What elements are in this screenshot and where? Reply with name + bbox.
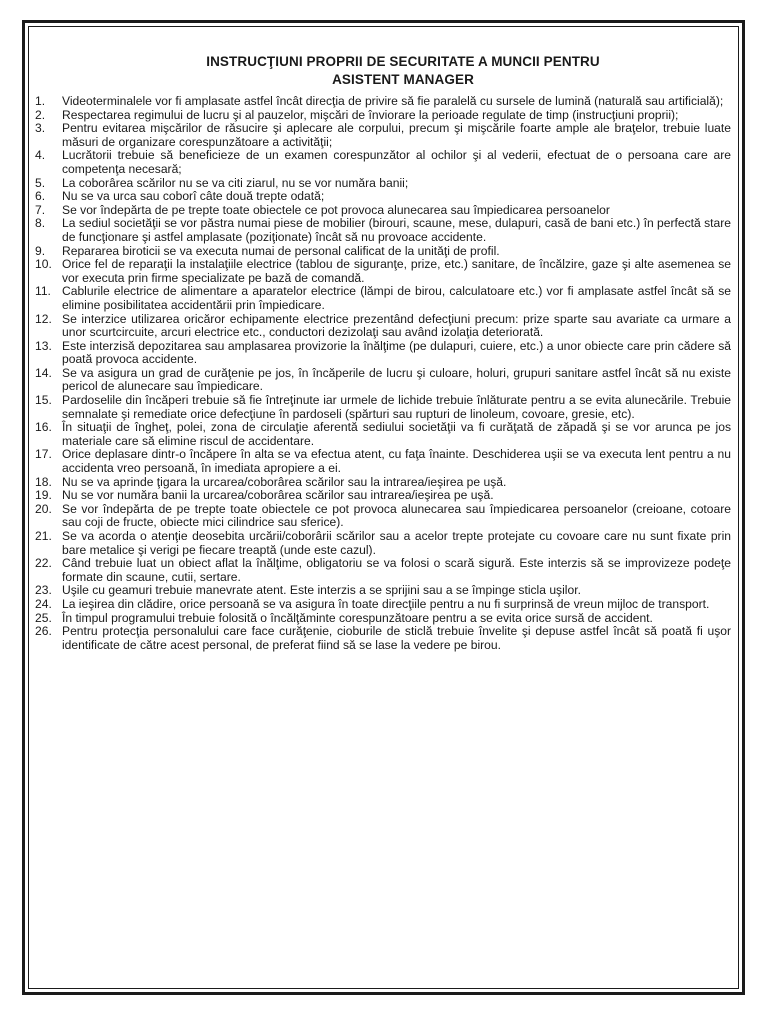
instruction-item (35, 612, 731, 626)
instruction-text: Uşile cu geamuri trebuie manevrate atent. Este interzis a se sprijini sau a se împinge sticla uşilor. (62, 583, 581, 598)
instruction-number: 17. (35, 447, 52, 462)
document-title-line-2: ASISTENT MANAGER (332, 72, 474, 87)
instruction-item (35, 313, 731, 340)
instruction-text: Respectarea regimului de lucru şi al pauzelor, mişcări de înviorare la perioade regulate de timp (instrucţiuni proprii); (62, 107, 679, 122)
instruction-number: 23. (35, 583, 52, 598)
instruction-item (35, 340, 731, 367)
instruction-number: 20. (35, 501, 52, 516)
instruction-number: 10. (35, 257, 52, 272)
instruction-number: 5. (35, 175, 46, 190)
instruction-text: La sediul societăţii se vor păstra numai piese de mobilier (birouri, scaune, mese, dulapuri, casă de bani etc.) în perfectă stare de funcţionare şi astfel amplasate (poziţionate) încât să nu provoace accidente. (62, 216, 731, 244)
instruction-number: 14. (35, 365, 52, 380)
instruction-text: La ieşirea din clădire, orice persoană se va asigura în toate direcţiile pentru a nu fi surprinsă de vreun mijloc de transport. (62, 596, 710, 611)
instruction-text: În timpul programului trebuie folosită o încălţăminte corespunzătoare pentru a se evita orice sursă de accident. (62, 610, 653, 625)
instruction-number: 4. (35, 148, 46, 163)
instruction-number: 13. (35, 338, 52, 353)
instruction-number: 8. (35, 216, 46, 231)
instruction-item (35, 448, 731, 475)
instruction-text: Nu se va urca sau coborî câte două trepte odată; (62, 189, 325, 204)
instruction-text: În situaţii de îngheţ, polei, zona de circulaţie aferentă sediului societăţii va fi curăţată de zăpadă şi se vor arunca pe jos materiale care să elimine riscul de accidentare. (62, 420, 731, 448)
instruction-item (35, 122, 731, 149)
instruction-item (35, 285, 731, 312)
instruction-item (35, 584, 731, 598)
instruction-number: 6. (35, 189, 46, 204)
instruction-number: 16. (35, 420, 52, 435)
instruction-item (35, 557, 731, 584)
instruction-item (35, 204, 731, 218)
instruction-text: Nu se vor număra banii la urcarea/coborârea scărilor sau intrarea/ieşirea pe uşă. (62, 488, 494, 503)
instruction-number: 3. (35, 121, 46, 136)
instruction-number: 22. (35, 556, 52, 571)
instruction-number: 18. (35, 474, 52, 489)
instruction-text: Nu se va aprinde ţigara la urcarea/coborârea scărilor sau la intrarea/ieşirea pe uşă. (62, 474, 507, 489)
instruction-number: 19. (35, 488, 52, 503)
instruction-number: 25. (35, 610, 52, 625)
instruction-item (35, 95, 731, 109)
instruction-text: Lucrătorii trebuie să beneficieze de un examen corespunzător al ochilor şi al vederii, efectuat de o persoana care are competenţa necesară; (62, 148, 731, 176)
instruction-item (35, 530, 731, 557)
instruction-text: Când trebuie luat un obiect aflat la înălţime, obligatoriu se va folosi o scară sigură. Este interzis să se improvizeze podeţe formate din scaune, cutii, sertare. (62, 556, 731, 584)
instruction-number: 11. (35, 284, 51, 299)
instruction-text: Orice deplasare dintr-o încăpere în alta se va efectua atent, cu faţa înainte. Deschiderea uşii se va executa lent pentru a nu accidenta vreo persoană, în imediata apropiere a ei. (62, 447, 731, 476)
instruction-text: La coborârea scărilor nu se va citi ziarul, nu se vor număra banii; (62, 175, 409, 190)
instruction-number: 1. (35, 94, 46, 108)
instruction-text: Se va asigura un grad de curăţenie pe jos, în încăperile de lucru şi culoare, holuri, grupuri sanitare astfel încât să nu existe pericol de alunecare sau împiedicare. (62, 365, 731, 394)
instruction-item (35, 245, 731, 259)
instruction-list (35, 95, 731, 652)
instruction-item (35, 598, 731, 612)
document-body (35, 53, 731, 652)
instruction-item (35, 367, 731, 394)
instruction-item (35, 258, 731, 285)
instruction-text: Este interzisă depozitarea sau amplasarea provizorie la înălţime (pe dulapuri, cuiere, etc.) a unor obiecte care prin cădere să poată provoca accidente. (62, 338, 731, 367)
instruction-text: Videoterminalele vor fi amplasate astfel încât direcţia de privire să fie paralelă cu sursele de lumină (naturală sau artificială); (62, 94, 724, 108)
instruction-number: 2. (35, 107, 46, 122)
instruction-item (35, 109, 731, 123)
instruction-item (35, 217, 731, 244)
instruction-number: 26. (35, 624, 52, 639)
instruction-number: 9. (35, 243, 46, 258)
instruction-item (35, 421, 731, 448)
instruction-text: Cablurile electrice de alimentare a aparatelor electrice (lămpi de birou, calculatoare etc.) vor fi amplasate astfel încât să se elimine posibilitatea accidentării prin împiedicare. (62, 284, 731, 312)
instruction-number: 15. (35, 393, 52, 408)
instruction-text: Pardoselile din încăperi trebuie să fie întreţinute iar urmele de lichide trebuie înlăturate pentru a se evita alunecările. Trebuie semnalate şi remediate orice defecţiune în pardoseli (spărturi sau rupturi de linoleum, covoare, gresie, etc). (62, 393, 731, 421)
instruction-item (35, 476, 731, 490)
instruction-text: Orice fel de reparaţii la instalaţiile electrice (tablou de siguranţe, prize, etc.) sanitare, de încălzire, gaze şi alte asemenea se vor executa prin firme specializate pe bază de comandă. (62, 257, 731, 285)
instruction-item (35, 149, 731, 176)
instruction-item (35, 489, 731, 503)
instruction-text: Se vor îndepărta de pe trepte toate obiectele ce pot provoca alunecarea sau împiedicarea persoanelor (62, 202, 610, 217)
instruction-text: Se va acorda o atenţie deosebita urcării/coborârii scărilor sau a acelor trepte protejate cu covoare care nu sunt fixate prin bare metalice şi verigi pe fiecare treaptă (unde este cazul). (62, 529, 731, 557)
instruction-item (35, 503, 731, 530)
document-title (35, 53, 731, 89)
instruction-number: 21. (35, 529, 52, 543)
instruction-number: 12. (35, 311, 52, 326)
instruction-item (35, 190, 731, 204)
instruction-text: Pentru protecţia personalului care face curăţenie, cioburile de sticlă trebuie învelite şi depuse astfel încât să poată fi uşor identificate de către acest personal, de preferat fiind să se lase la vedere pe birou. (62, 624, 731, 652)
document-title-line-1: INSTRUCŢIUNI PROPRII DE SECURITATE A MUNCII PENTRU (206, 54, 600, 69)
instruction-item (35, 394, 731, 421)
instruction-item (35, 625, 731, 652)
instruction-number: 7. (35, 202, 46, 217)
instruction-text: Se vor îndepărta de pe trepte toate obiectele ce pot provoca alunecarea sau împiedicarea persoanelor (creioane, cotoare sau coji de fructe, obiecte mici cilindrice sau sferice). (62, 501, 731, 530)
instruction-text: Pentru evitarea mişcărilor de răsucire şi aplecare ale corpului, precum şi mişcările foarte ample ale braţelor, trebuie luate măsuri de organizare corespunzătoare a activităţii; (62, 121, 731, 149)
instruction-text: Repararea biroticii se va executa numai de personal calificat de la unităţi de profil. (62, 243, 500, 258)
instruction-number: 24. (35, 596, 52, 611)
instruction-item (35, 177, 731, 191)
page-border (22, 20, 745, 995)
instruction-text: Se interzice utilizarea oricăror echipamente electrice prezentând defecţiuni precum: prize sparte sau avariate ca urmare a unor scurtcircuite, arcuri electrice etc., conductori dezizolaţi sau având izolaţia deteriorată. (62, 311, 731, 340)
